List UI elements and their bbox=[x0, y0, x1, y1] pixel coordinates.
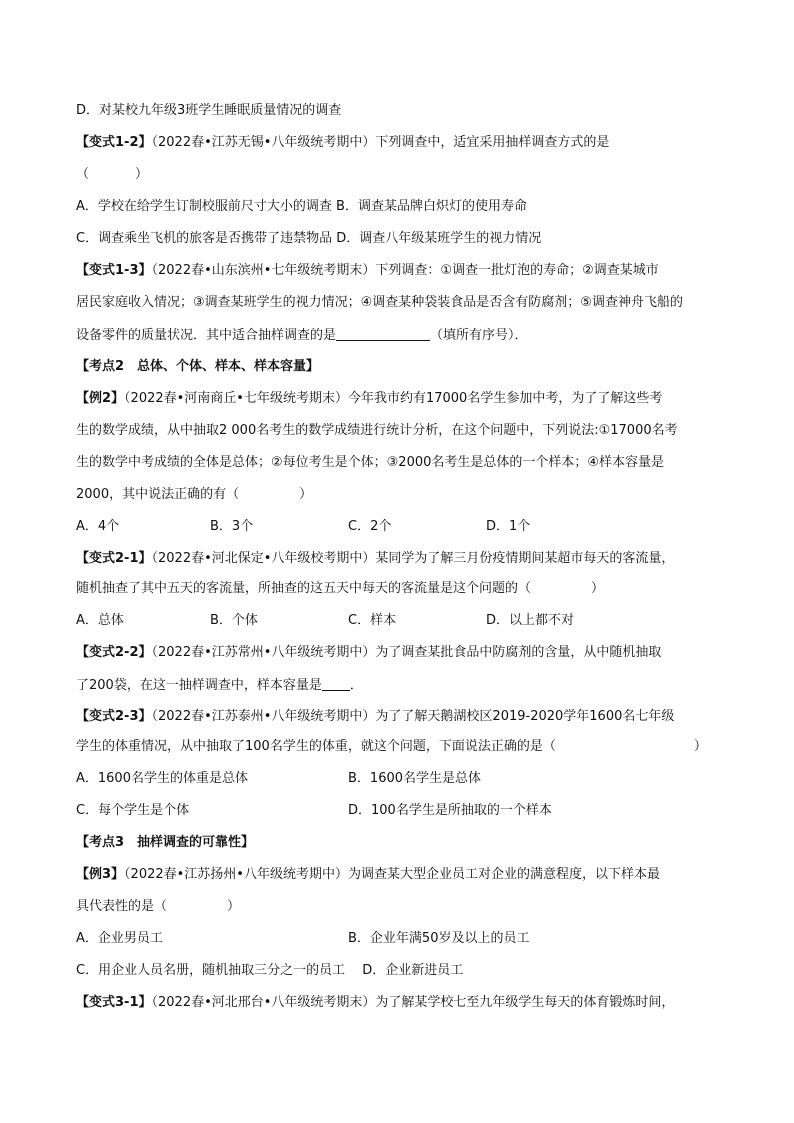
variant-2-1-question bbox=[76, 550, 674, 568]
section-heading-2: 【考点2 总体、个体、样本、样本容量】 bbox=[76, 359, 320, 374]
option-c[interactable]: C．2个 bbox=[348, 519, 392, 534]
question-text: （2022春•山东滨州•七年级统考期末）下列调查：①调查一批灯泡的寿命；②调查某城市 bbox=[151, 263, 659, 278]
variant-tag: 【变式2-2】 bbox=[76, 645, 152, 660]
variant-3-1-question bbox=[76, 994, 674, 1012]
option-d[interactable]: D．100名学生是所抽取的一个样本 bbox=[348, 803, 552, 818]
variant-1-3-question bbox=[76, 262, 659, 280]
answer-paren bbox=[76, 166, 148, 184]
paren-close: ） bbox=[135, 167, 149, 182]
option-b[interactable]: B．个体 bbox=[210, 613, 258, 628]
question-text: 具代表性的是（ bbox=[76, 899, 168, 914]
question-text-line: 居民家庭收入情况；③调查某班学生的视力情况；④调查某种袋装食品是否含有防腐剂；⑤调查神舟飞船的 bbox=[76, 295, 683, 310]
option-c[interactable]: C．每个学生是个体 bbox=[76, 803, 190, 818]
variant-tag: 【变式3-1】 bbox=[76, 995, 152, 1010]
question-text: （2022春•江苏泰州•八年级统考期中）为了了解天鹅湖校区2019-2020学年1600名七年级 bbox=[151, 709, 675, 724]
question-text: 学生的体重情况，从中抽取了100名学生的体重，就这个问题，下面说法正确的是（ bbox=[76, 739, 556, 754]
example-tag: 【例2】 bbox=[76, 391, 125, 406]
option-b[interactable]: B．1600名学生是总体 bbox=[348, 771, 482, 786]
question-text-line: 生的数学成绩，从中抽取2 000名考生的数学成绩进行统计分析，在这个问题中，下列说法:①17000名考 bbox=[76, 423, 678, 438]
paren-close: ） bbox=[227, 899, 241, 914]
options-cd: C．调查乘坐飞机的旅客是否携带了违禁物品 D．调查八年级某班学生的视力情况 bbox=[76, 231, 542, 246]
question-text: （2022春•江苏常州•八年级统考期中）为了调查某批食品中防腐剂的含量，从中随机抽取 bbox=[151, 645, 662, 660]
example-tag: 【例3】 bbox=[76, 867, 125, 882]
question-text: （2022春•江苏无锡•八年级统考期中）下列调查中，适宜采用抽样调查方式的是 bbox=[151, 135, 610, 150]
option-b[interactable]: B．企业年满50岁及以上的员工 bbox=[348, 931, 530, 946]
example-3-question bbox=[76, 866, 660, 884]
option-a[interactable]: A．总体 bbox=[76, 613, 124, 628]
question-text: 了200袋，在这一抽样调查中，样本容量是 bbox=[76, 678, 322, 693]
question-text: （2022春•河南商丘•七年级统考期末）今年我市约有17000名学生参加中考，为了了解这些考 bbox=[124, 391, 663, 406]
variant-tag: 【变式2-1】 bbox=[76, 551, 152, 566]
question-text-line: 生的数学中考成绩的全体是总体；②每位考生是个体；③2000名考生是总体的一个样本；④样本容量是 bbox=[76, 455, 665, 470]
example-2-question bbox=[76, 390, 662, 408]
answer-blank[interactable] bbox=[322, 676, 350, 691]
option-a[interactable]: A．4个 bbox=[76, 519, 120, 534]
option-a[interactable]: A．1600名学生的体重是总体 bbox=[76, 771, 248, 786]
question-text-line bbox=[76, 676, 363, 695]
option-d-line: D．对某校九年级3班学生睡眠质量情况的调查 bbox=[76, 103, 342, 118]
question-text-line bbox=[76, 580, 604, 598]
question-text: 设备零件的质量状况．其中适合抽样调查的是 bbox=[76, 328, 337, 343]
option-a[interactable]: A．企业男员工 bbox=[76, 931, 163, 946]
answer-blank[interactable] bbox=[336, 326, 430, 341]
question-text-line bbox=[76, 898, 240, 916]
option-b[interactable]: B．3个 bbox=[210, 519, 254, 534]
variant-1-2-question bbox=[76, 134, 609, 152]
paren-close: ） bbox=[299, 487, 313, 502]
question-text: （填所有序号）． bbox=[430, 328, 528, 343]
question-text-line bbox=[76, 738, 707, 756]
paren-open: （ bbox=[76, 167, 90, 182]
options-cd: C．用企业人员名册，随机抽取三分之一的员工 D．企业新进员工 bbox=[76, 963, 464, 978]
variant-tag: 【变式1-3】 bbox=[76, 263, 152, 278]
variant-2-2-question bbox=[76, 644, 661, 662]
variant-tag: 【变式1-2】 bbox=[76, 135, 152, 150]
question-text: （2022春•江苏扬州•八年级统考期中）为调查某大型企业员工对企业的满意程度，以下样本最 bbox=[124, 867, 660, 882]
question-text: 随机抽查了其中五天的客流量，所抽查的这五天中每天的客流量是这个问题的（ bbox=[76, 581, 532, 596]
option-d[interactable]: D．以上都不对 bbox=[486, 613, 575, 628]
question-text: ． bbox=[349, 678, 363, 693]
option-d[interactable]: D．1个 bbox=[486, 519, 531, 534]
variant-2-3-question bbox=[76, 708, 674, 726]
paren-close: ） bbox=[693, 739, 707, 754]
question-text: 2000，其中说法正确的有（ bbox=[76, 487, 240, 502]
question-text-line bbox=[76, 486, 312, 504]
variant-tag: 【变式2-3】 bbox=[76, 709, 152, 724]
question-text: （2022春•河北邢台•八年级统考期末）为了解某学校七至九年级学生每天的体育锻炼时间， bbox=[151, 995, 675, 1010]
section-heading-3: 【考点3 抽样调查的可靠性】 bbox=[76, 835, 255, 850]
paren-close: ） bbox=[591, 581, 605, 596]
options-ab: A．学校在给学生订制校服前尺寸大小的调查 B．调查某品牌白炽灯的使用寿命 bbox=[76, 199, 527, 214]
question-text: （2022春•河北保定•八年级校考期中）某同学为了解三月份疫情期间某超市每天的客流量， bbox=[151, 551, 675, 566]
question-text-line bbox=[76, 326, 528, 345]
option-c[interactable]: C．样本 bbox=[348, 613, 397, 628]
